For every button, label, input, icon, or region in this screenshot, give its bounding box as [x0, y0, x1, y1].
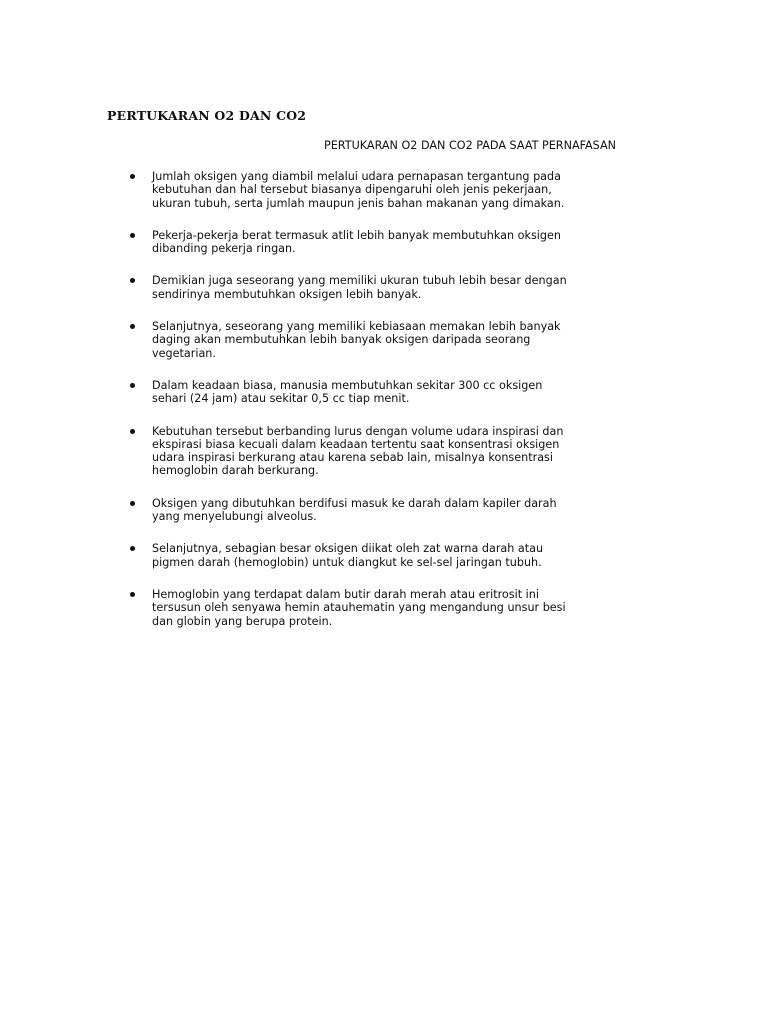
bullet-icon [130, 233, 135, 238]
list-item [128, 542, 628, 569]
list-item [128, 229, 628, 256]
bullet-icon [130, 278, 135, 283]
list-item [128, 320, 628, 360]
list-item-text-line: Demikian juga seseorang yang memiliki ukuran tubuh lebih besar dengan [152, 274, 567, 288]
list-item-text-line: daging akan membutuhkan lebih banyak oksigen daripada seorang [152, 333, 531, 347]
list-item [128, 497, 628, 524]
list-item-text-line: tersusun oleh senyawa hemin atauhematin yang mengandung unsur besi [152, 601, 566, 615]
list-item-text-line: dan globin yang berupa protein. [152, 614, 333, 628]
list-item [128, 379, 628, 406]
list-item-text-line: dibanding pekerja ringan. [152, 242, 296, 256]
list-item [128, 170, 628, 210]
list-item [128, 274, 628, 301]
list-item-text-line: sendirinya membutuhkan oksigen lebih banyak. [152, 287, 422, 301]
list-item-text-line: vegetarian. [152, 346, 216, 360]
list-item [128, 425, 628, 478]
list-item-text-line: Pekerja-pekerja berat termasuk atlit lebih banyak membutuhkan oksigen [152, 228, 561, 242]
list-item-text-line: pigmen darah (hemoglobin) untuk diangkut ke sel-sel jaringan tubuh. [152, 555, 542, 569]
bullet-icon [130, 592, 135, 597]
list-item-text-line: ukuran tubuh, serta jumlah maupun jenis bahan makanan yang dimakan. [152, 196, 565, 210]
list-item-text-line: hemoglobin darah berkurang. [152, 464, 319, 478]
list-item-text-line: Oksigen yang dibutuhkan berdifusi masuk ke darah dalam kapiler darah [152, 496, 557, 510]
list-item-text-line: yang menyelubungi alveolus. [152, 510, 317, 524]
bullet-list [128, 170, 628, 647]
list-item-text-line: ekspirasi biasa kecuali dalam keadaan tertentu saat konsentrasi oksigen [152, 437, 560, 451]
list-item-text-line: Kebutuhan tersebut berbanding lurus dengan volume udara inspirasi dan [152, 424, 564, 438]
document-subtitle: PERTUKARAN O2 DAN CO2 PADA SAAT PERNAFASAN [323, 139, 616, 152]
list-item-text-line: kebutuhan dan hal tersebut biasanya dipengaruhi oleh jenis pekerjaan, [152, 183, 552, 197]
list-item-text-line: Selanjutnya, seseorang yang memiliki kebiasaan memakan lebih banyak [152, 320, 561, 334]
bullet-icon [130, 324, 135, 329]
document-title: PERTUKARAN O2 DAN CO2 [107, 108, 307, 123]
list-item-text-line: sehari (24 jam) atau sekitar 0,5 cc tiap menit. [152, 392, 410, 406]
bullet-icon [130, 174, 135, 179]
bullet-icon [130, 501, 135, 506]
list-item-text-line: Selanjutnya, sebagian besar oksigen diikat oleh zat warna darah atau [152, 542, 544, 556]
bullet-icon [130, 546, 135, 551]
list-item-text-line: Hemoglobin yang terdapat dalam butir darah merah atau eritrosit ini [152, 587, 539, 601]
list-item-text-line: udara inspirasi berkurang atau karena sebab lain, misalnya konsentrasi [152, 451, 553, 465]
bullet-icon [130, 429, 135, 434]
bullet-icon [130, 383, 135, 388]
list-item-text-line: Dalam keadaan biasa, manusia membutuhkan sekitar 300 cc oksigen [152, 378, 543, 392]
list-item-text-line: Jumlah oksigen yang diambil melalui udara pernapasan tergantung pada [152, 170, 561, 183]
list-item [128, 588, 628, 628]
